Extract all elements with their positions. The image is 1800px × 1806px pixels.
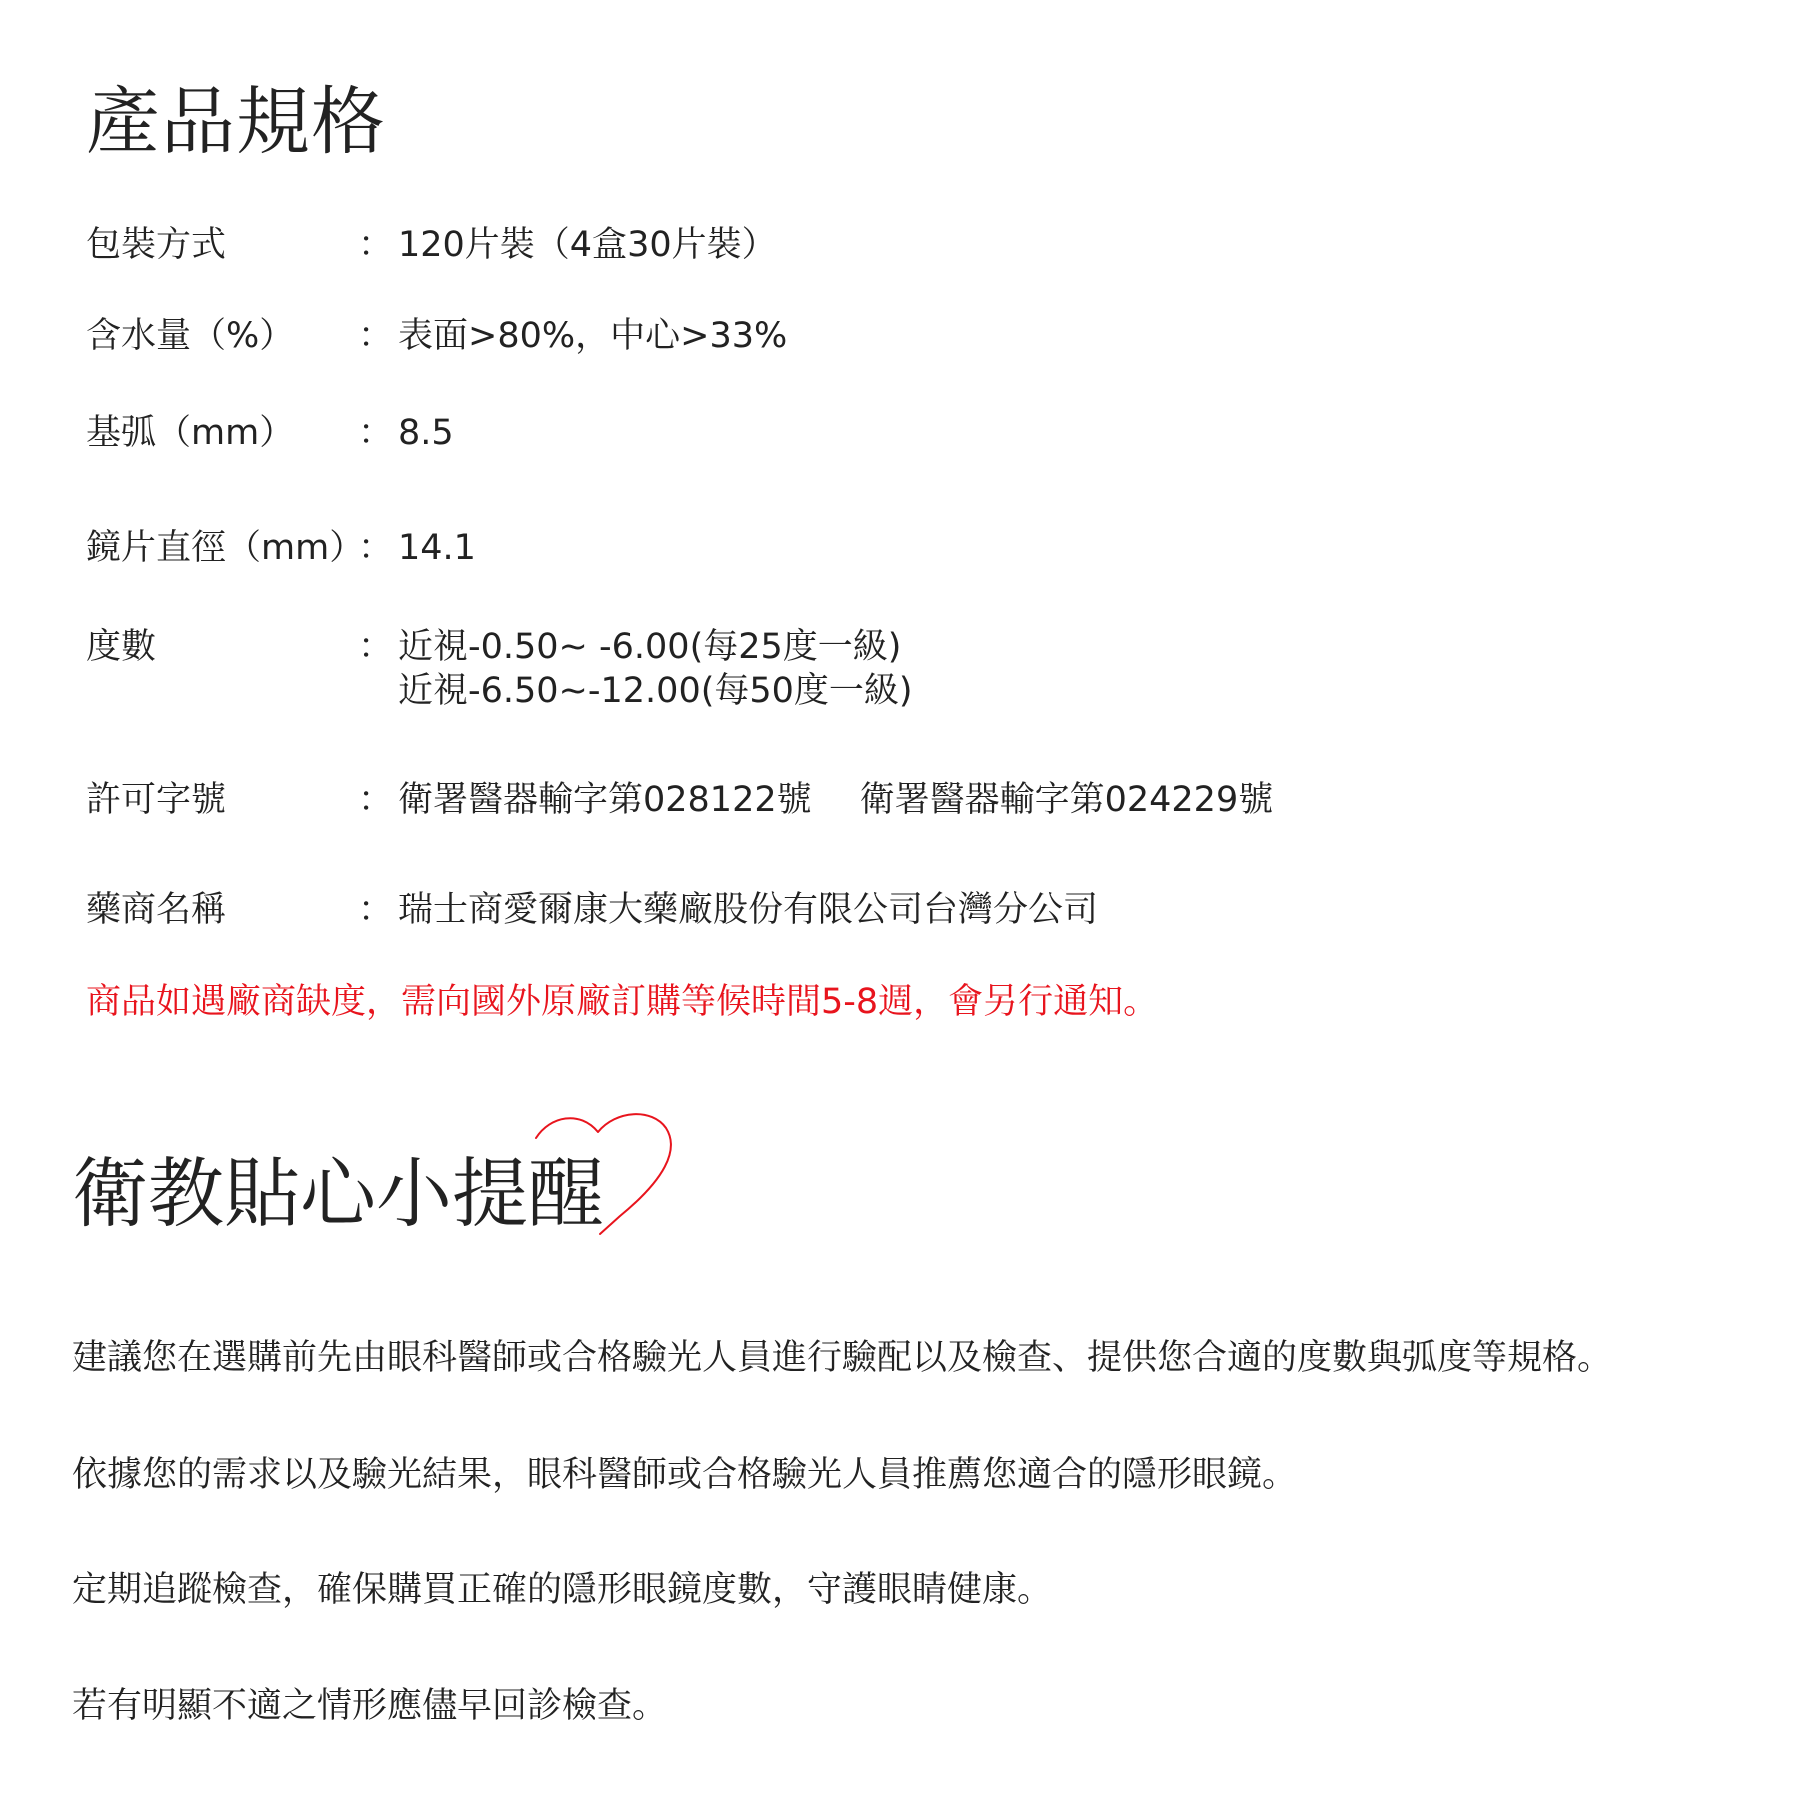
spec-row-license — [86, 778, 1273, 822]
spec-value — [398, 314, 787, 358]
spec-colon: ： — [358, 528, 394, 568]
spec-value — [398, 778, 1273, 822]
spec-value — [398, 888, 1098, 932]
license-number-1: 衛署醫器輸字第028122號 — [398, 780, 812, 820]
license-number-2: 衛署醫器輸字第024229號 — [859, 780, 1274, 820]
spec-row-diameter — [86, 526, 476, 570]
spec-value-line: 120片裝（4盒30片裝） — [398, 225, 777, 265]
spec-label: 度數 — [86, 627, 157, 667]
spec-value — [398, 526, 476, 570]
health-tips-title: 衛教貼心小提醒 — [72, 1149, 604, 1238]
spec-value — [398, 625, 913, 713]
tip-item: 定期追蹤檢查，確保購買正確的隱形眼鏡度數，守護眼睛健康。 — [72, 1570, 1053, 1610]
spec-row-base-curve — [86, 411, 454, 455]
tip-item: 若有明顯不適之情形應儘早回診檢查。 — [72, 1686, 668, 1726]
product-spec-title: 產品規格 — [86, 79, 386, 165]
spec-value-line: 近視-6.50~-12.00(每50度一級) — [398, 671, 913, 711]
spec-colon: ： — [358, 627, 394, 667]
spec-label: 藥商名稱 — [86, 890, 227, 930]
spec-value-line: 8.5 — [398, 413, 454, 453]
spec-colon: ： — [358, 413, 394, 453]
spec-row-power — [86, 625, 913, 713]
spec-value-line: 表面>80%，中心>33% — [398, 316, 788, 356]
tip-item: 建議您在選購前先由眼科醫師或合格驗光人員進行驗配以及檢查、提供您合適的度數與弧度等規格。 — [72, 1338, 1613, 1378]
spec-row-distributor — [86, 888, 1098, 932]
spec-value-line: 14.1 — [398, 528, 476, 568]
spec-value — [398, 411, 454, 455]
spec-row-packaging — [86, 223, 777, 267]
spec-colon: ： — [358, 780, 394, 820]
tip-item: 依據您的需求以及驗光結果，眼科醫師或合格驗光人員推薦您適合的隱形眼鏡。 — [72, 1455, 1298, 1495]
stock-notice: 商品如遇廠商缺度，需向國外原廠訂購等候時間5-8週，會另行通知。 — [86, 982, 1159, 1022]
spec-value-line: 瑞士商愛爾康大藥廠股份有限公司台灣分公司 — [398, 890, 1099, 930]
spec-colon: ： — [358, 890, 394, 930]
spec-row-water-content — [86, 314, 787, 358]
spec-colon: ： — [358, 225, 394, 265]
spec-label: 許可字號 — [86, 780, 227, 820]
spec-colon: ： — [358, 316, 394, 356]
spec-value-line: 近視-0.50~ -6.00(每25度一級) — [398, 627, 902, 667]
spec-value — [398, 223, 777, 267]
spec-label: 含水量（%） — [86, 316, 295, 356]
spec-label: 基弧（mm） — [86, 413, 295, 453]
spec-label: 包裝方式 — [86, 225, 227, 265]
spec-label: 鏡片直徑（mm） — [86, 528, 365, 568]
